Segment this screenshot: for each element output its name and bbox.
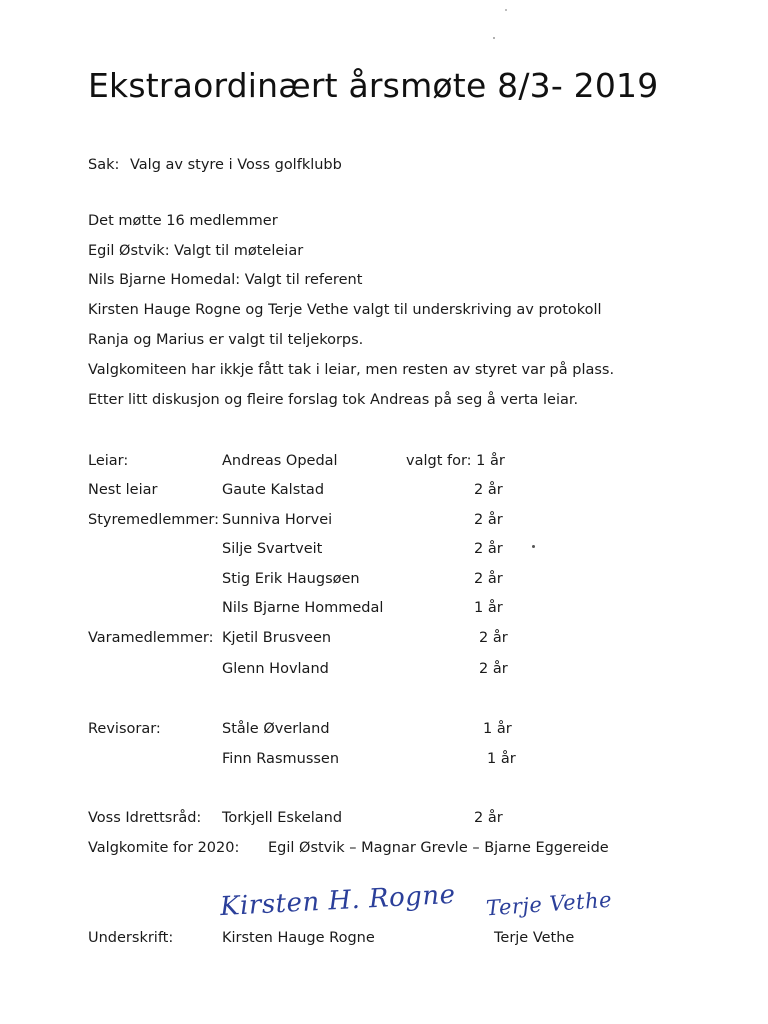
role-label: Nest leiar xyxy=(88,482,158,498)
scan-speck xyxy=(505,9,507,11)
intro-line: Ranja og Marius er valgt til teljekorps. xyxy=(88,332,364,348)
nomination-committee-label: Valgkomite for 2020: xyxy=(88,840,240,856)
signature-terje: Terje Vethe xyxy=(485,887,613,921)
scan-speck xyxy=(493,37,495,39)
role-label: Varamedlemmer: xyxy=(88,630,214,646)
member-name: Sunniva Horvei xyxy=(222,512,333,528)
member-name: Kjetil Brusveen xyxy=(222,630,332,646)
member-name: Glenn Hovland xyxy=(222,661,329,677)
signer-name: Terje Vethe xyxy=(494,930,575,946)
member-name: Gaute Kalstad xyxy=(222,482,325,498)
member-name: Nils Bjarne Hommedal xyxy=(222,600,384,616)
intro-line: Nils Bjarne Homedal: Valgt til referent xyxy=(88,272,363,288)
member-name: Stig Erik Haugsøen xyxy=(222,571,360,587)
signature-label: Underskrift: xyxy=(88,930,174,946)
nomination-committee-members: Egil Østvik – Magnar Grevle – Bjarne Eggereide xyxy=(268,840,609,856)
case-label: Sak: xyxy=(88,157,120,173)
intro-line: Valgkomiteen har ikkje fått tak i leiar, men resten av styret var på plass. xyxy=(88,362,615,378)
scan-speck xyxy=(532,545,535,548)
intro-line: Kirsten Hauge Rogne og Terje Vethe valgt til underskriving av protokoll xyxy=(88,302,602,318)
member-term: 2 år xyxy=(479,661,508,677)
member-term: 2 år xyxy=(474,541,503,557)
member-term: 2 år xyxy=(474,482,503,498)
signer-name: Kirsten Hauge Rogne xyxy=(222,930,375,946)
member-term: 1 år xyxy=(483,721,512,737)
role-label: Leiar: xyxy=(88,453,129,469)
member-term: 2 år xyxy=(479,630,508,646)
role-label: Voss Idrettsråd: xyxy=(88,810,202,826)
member-term: valgt for: 1 år xyxy=(406,453,505,469)
intro-line: Etter litt diskusjon og fleire forslag tok Andreas på seg å verta leiar. xyxy=(88,392,579,408)
signature-kirsten: Kirsten H. Rogne xyxy=(219,879,457,923)
member-name: Torkjell Eskeland xyxy=(222,810,343,826)
document-title: Ekstraordinært årsmøte 8/3- 2019 xyxy=(88,66,659,105)
case-text: Valg av styre i Voss golfklubb xyxy=(130,157,342,173)
member-term: 2 år xyxy=(474,512,503,528)
member-name: Finn Rasmussen xyxy=(222,751,340,767)
member-term: 1 år xyxy=(487,751,516,767)
member-term: 1 år xyxy=(474,600,503,616)
member-term: 2 år xyxy=(474,810,503,826)
role-label: Revisorar: xyxy=(88,721,161,737)
intro-line: Egil Østvik: Valgt til møteleiar xyxy=(88,243,304,259)
role-label: Styremedlemmer: xyxy=(88,512,219,528)
member-name: Ståle Øverland xyxy=(222,721,330,737)
member-name: Silje Svartveit xyxy=(222,541,323,557)
intro-line: Det møtte 16 medlemmer xyxy=(88,213,278,229)
member-term: 2 år xyxy=(474,571,503,587)
member-name: Andreas Opedal xyxy=(222,453,338,469)
